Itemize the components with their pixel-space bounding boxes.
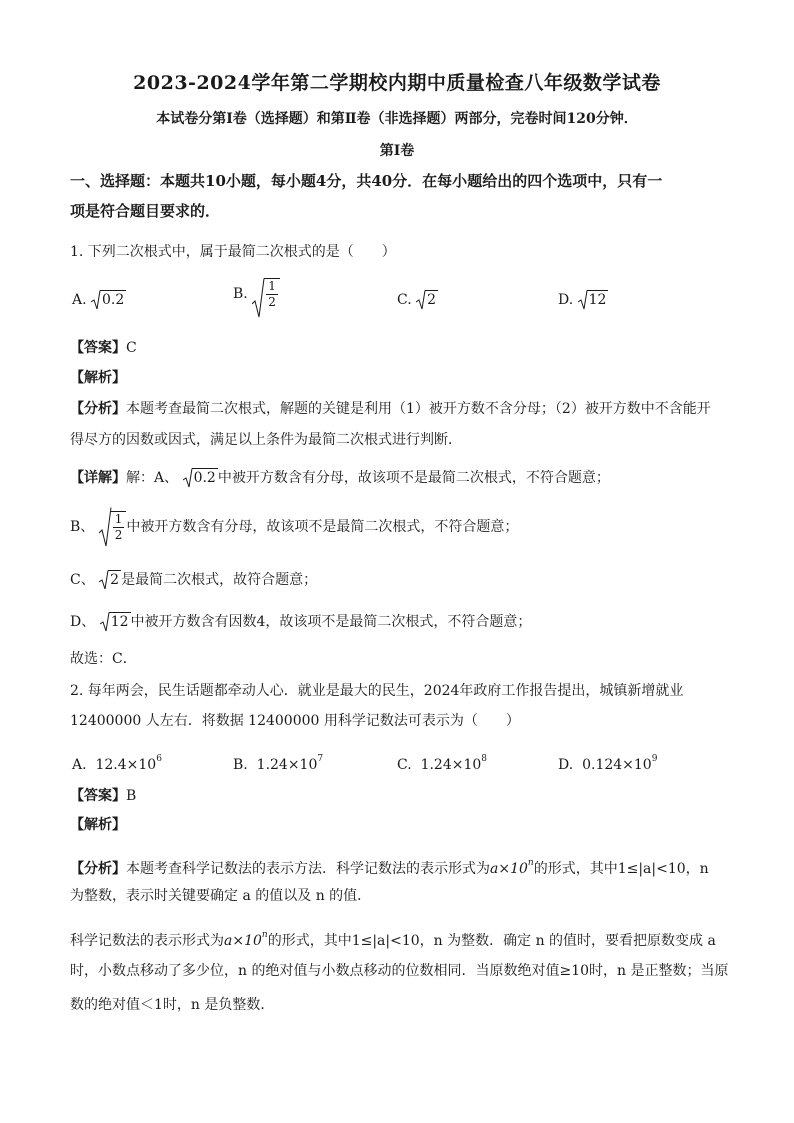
q1-fenxi-line-1 — [70, 399, 711, 419]
q1-analysis-tag: 【解析】 — [70, 370, 126, 386]
question-2-stem-line-2: 12400000 人左右．将数据 12400000 用科学记数法可表示为（ ） — [70, 713, 520, 729]
q1-option-a — [72, 290, 126, 310]
exam-title: 2023-2024学年第二学期校内期中质量检查八年级数学试卷 — [133, 72, 661, 94]
exam-subtitle: 本试卷分第Ⅰ卷（选择题）和第Ⅱ卷（非选择题）两部分，完卷时间120分钟． — [156, 111, 638, 127]
option-value: 1.24×10 — [420, 757, 482, 773]
volume-heading: 第Ⅰ卷 — [379, 143, 415, 159]
q1-conclusion: 故选：C． — [70, 651, 137, 667]
section-heading-line-1: 一、选择题：本题共10小题，每小题4分，共40分．在每小题给出的四个选项中，只有一 — [70, 172, 663, 190]
q2-fenxi-line-2: 为整数，表示时关键要确定 a 的值以及 n 的值． — [70, 888, 372, 904]
q2-answer — [70, 786, 136, 806]
sqrt-symbol — [91, 290, 126, 310]
q2-option-a — [72, 749, 162, 775]
denominator: 2 — [114, 527, 123, 542]
q1-option-b — [233, 278, 280, 310]
sqrt-symbol — [416, 290, 438, 310]
answer-tag: 【答案】 — [70, 340, 126, 356]
q2-body-line-1 — [70, 925, 716, 951]
xiangjie-tag: 【详解】 — [70, 470, 126, 486]
q1-fenxi-line-2: 得尽方的因数或因式，满足以上条件为最简二次根式进行判断． — [70, 432, 462, 448]
q2-option-b — [233, 749, 323, 775]
denominator: 2 — [268, 295, 276, 309]
option-label: C. — [397, 757, 412, 773]
option-label: C. — [397, 292, 412, 308]
q2-body-line-2: 时，小数点移动了多少位，n 的绝对值与小数点移动的位数相同．当原数绝对值≥10时，n 是正整数；当原 — [70, 963, 729, 979]
q1-detail-c — [70, 570, 317, 590]
q1-detail-d — [70, 612, 531, 632]
detail-text: 中被开方数含有分母，故该项不是最简二次根式，不符合题意； — [217, 470, 610, 486]
fenxi-tag: 【分析】 — [70, 861, 126, 877]
exponent: 9 — [651, 754, 658, 764]
q1-option-d — [558, 290, 608, 310]
formula: a×10 — [490, 861, 528, 877]
fraction — [113, 512, 125, 543]
q1-detail-b — [70, 507, 518, 547]
q2-option-c — [397, 749, 487, 775]
sqrt-symbol — [99, 507, 127, 547]
radicand: 12 — [110, 614, 129, 630]
question-1-stem: 1. 下列二次根式中，属于最简二次根式的是（ ） — [70, 244, 396, 260]
q2-fenxi-line-1 — [70, 853, 709, 879]
inequality: 1≤|a|<10 — [617, 861, 686, 877]
numerator: 1 — [268, 279, 276, 293]
body-text: 的形式，其中 — [267, 933, 352, 949]
detail-text: 是最简二次根式，故符合题意； — [121, 572, 318, 588]
radicand: 2 — [110, 572, 120, 588]
option-label: D. — [558, 757, 574, 773]
answer-tag: 【答案】 — [70, 788, 126, 804]
option-label: A. — [72, 292, 87, 308]
detail-prefix: C、 — [70, 572, 95, 588]
inequality: 1≤|a|<10 — [351, 933, 420, 949]
radicand: 12 — [588, 292, 607, 308]
sqrt-symbol — [183, 468, 218, 488]
fenxi-text: 的形式，其中 — [533, 861, 618, 877]
fenxi-text: ，n — [685, 861, 709, 877]
fenxi-text: 本题考查科学记数法的表示方法．科学记数法的表示形式为 — [126, 861, 490, 877]
q2-body-line-3: 数的绝对值＜1时，n 是负整数． — [70, 997, 275, 1013]
detail-prefix: 解：A、 — [126, 470, 179, 486]
answer-value: B — [126, 788, 137, 804]
fenxi-tag: 【分析】 — [70, 401, 126, 417]
sqrt-symbol — [252, 278, 280, 310]
q2-analysis-tag: 【解析】 — [70, 817, 126, 833]
body-text: ，n 为整数．确定 n 的值时，要看把原数变成 a — [419, 933, 716, 949]
radicand: 0.2 — [193, 470, 216, 486]
option-label: A. — [72, 757, 87, 773]
fraction — [266, 279, 278, 310]
option-value: 12.4×10 — [95, 757, 157, 773]
sqrt-symbol — [578, 290, 609, 310]
option-value: 1.24×10 — [256, 757, 318, 773]
q1-answer — [70, 338, 137, 358]
exponent: n — [261, 930, 268, 940]
option-label: B. — [233, 757, 248, 773]
detail-text: 中被开方数含有分母，故该项不是最简二次根式，不符合题意； — [126, 519, 519, 535]
formula: a×10 — [224, 933, 262, 949]
answer-value: C — [126, 340, 137, 356]
q1-detail-a — [70, 468, 610, 488]
radicand: 2 — [427, 292, 437, 308]
option-label: D. — [558, 292, 574, 308]
exponent: 6 — [156, 754, 162, 764]
detail-prefix: D、 — [70, 614, 96, 630]
option-label: B. — [233, 286, 248, 302]
question-2-stem-line-1: 2. 每年两会，民生话题都牵动人心．就业是最大的民生，2024年政府工作报告提出，城镇新增就业 — [70, 683, 684, 699]
detail-prefix: B、 — [70, 519, 95, 535]
detail-text: 中被开方数含有因数4，故该项不是最简二次根式，不符合题意； — [130, 614, 532, 630]
sqrt-symbol — [99, 570, 121, 590]
numerator: 1 — [114, 511, 123, 526]
exponent: 7 — [317, 754, 324, 764]
option-value: 0.124×10 — [582, 757, 652, 773]
q1-option-c — [397, 290, 438, 310]
q2-option-d — [558, 749, 657, 775]
exponent: 8 — [481, 754, 488, 764]
section-heading-line-2: 项是符合题目要求的． — [70, 202, 221, 220]
exponent: n — [527, 858, 534, 868]
sqrt-symbol — [100, 612, 131, 632]
body-text: 科学记数法的表示形式为 — [70, 933, 224, 949]
fenxi-text: 本题考查最简二次根式，解题的关键是利用（1）被开方数不含分母；（2）被开方数中不含能开 — [126, 401, 711, 417]
radicand: 0.2 — [102, 292, 125, 308]
